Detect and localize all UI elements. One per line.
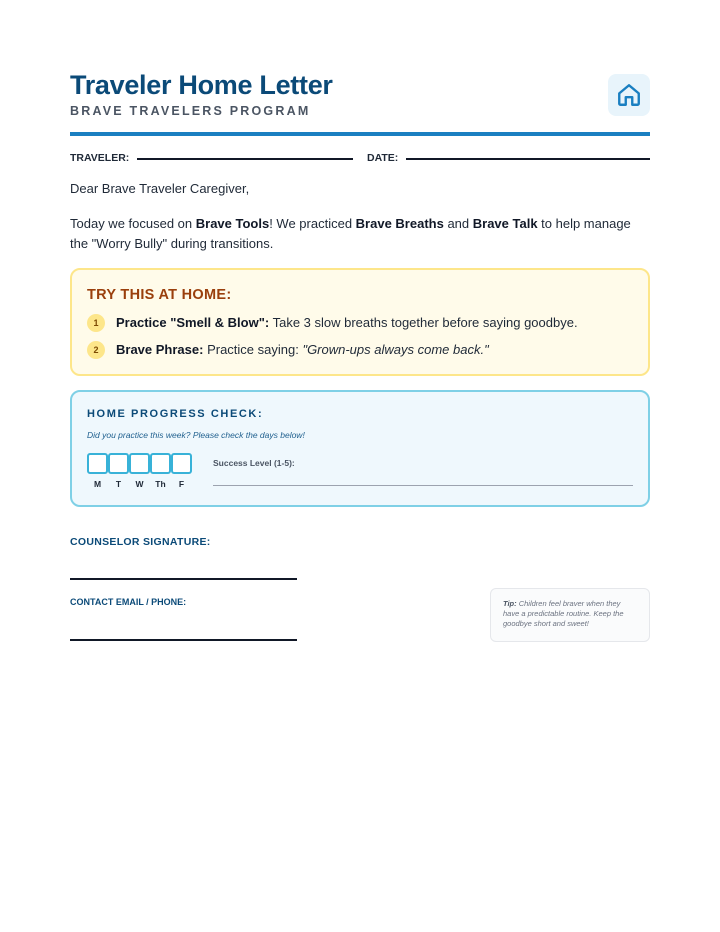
home-badge: [608, 74, 650, 116]
day-label: Th: [155, 479, 166, 489]
day-checkbox-m[interactable]: [87, 453, 108, 489]
day-label: W: [135, 479, 144, 489]
traveler-label: TRAVELER:: [70, 152, 130, 164]
step-item: [87, 313, 637, 333]
step-number: 1: [87, 314, 105, 332]
try-at-home-title: TRY THIS AT HOME:: [87, 287, 232, 303]
day-label: F: [178, 479, 185, 489]
success-level-label: Success Level (1-5):: [213, 458, 295, 468]
program-subtitle: BRAVE TRAVELERS PROGRAM: [70, 104, 311, 118]
date-label: DATE:: [367, 152, 399, 164]
intro-paragraph: Today we focused on Brave Tools! We practiced Brave Breaths and Brave Talk to help manage the "Worry Bully" during transitions.: [70, 216, 631, 251]
step-item: [87, 340, 637, 360]
day-label: M: [93, 479, 102, 489]
progress-title: HOME PROGRESS CHECK:: [87, 408, 264, 420]
traveler-date-fields: [70, 152, 650, 168]
home-progress-check-box: [70, 390, 650, 507]
day-checkbox-t[interactable]: [108, 453, 129, 489]
step-number: 2: [87, 341, 105, 359]
header-divider: [70, 132, 650, 136]
step-text: Practice "Smell & Blow": Take 3 slow breaths together before saying goodbye.: [116, 315, 578, 330]
tip-box: [490, 588, 650, 642]
step-text: Brave Phrase: Practice saying: "Grown-ups always come back.": [116, 342, 489, 357]
checkbox[interactable]: [171, 453, 192, 474]
tip-text: Children feel braver when they have a predictable routine. Keep the goodbye short and sweet!: [503, 599, 624, 628]
contact-field[interactable]: [70, 639, 297, 641]
day-checkbox-w[interactable]: [129, 453, 150, 489]
checkbox[interactable]: [87, 453, 108, 474]
checkbox[interactable]: [150, 453, 171, 474]
day-checkbox-f[interactable]: [171, 453, 192, 489]
greeting: Dear Brave Traveler Caregiver,: [70, 181, 250, 196]
counselor-signature-field[interactable]: [70, 578, 297, 580]
checkbox[interactable]: [129, 453, 150, 474]
tip-label: Tip:: [503, 599, 517, 608]
home-icon: [616, 82, 642, 108]
header: [70, 70, 650, 126]
checkbox[interactable]: [108, 453, 129, 474]
traveler-field[interactable]: [137, 158, 353, 160]
success-level-field[interactable]: [213, 485, 633, 486]
contact-label: CONTACT EMAIL / PHONE:: [70, 597, 187, 607]
try-at-home-box: [70, 268, 650, 376]
page-title: Traveler Home Letter: [70, 70, 333, 100]
counselor-signature-label: COUNSELOR SIGNATURE:: [70, 536, 211, 548]
date-field[interactable]: [406, 158, 650, 160]
day-label: T: [115, 479, 122, 489]
progress-instructions: Did you practice this week? Please check the days below!: [87, 430, 305, 440]
day-checkbox-th[interactable]: [150, 453, 171, 489]
